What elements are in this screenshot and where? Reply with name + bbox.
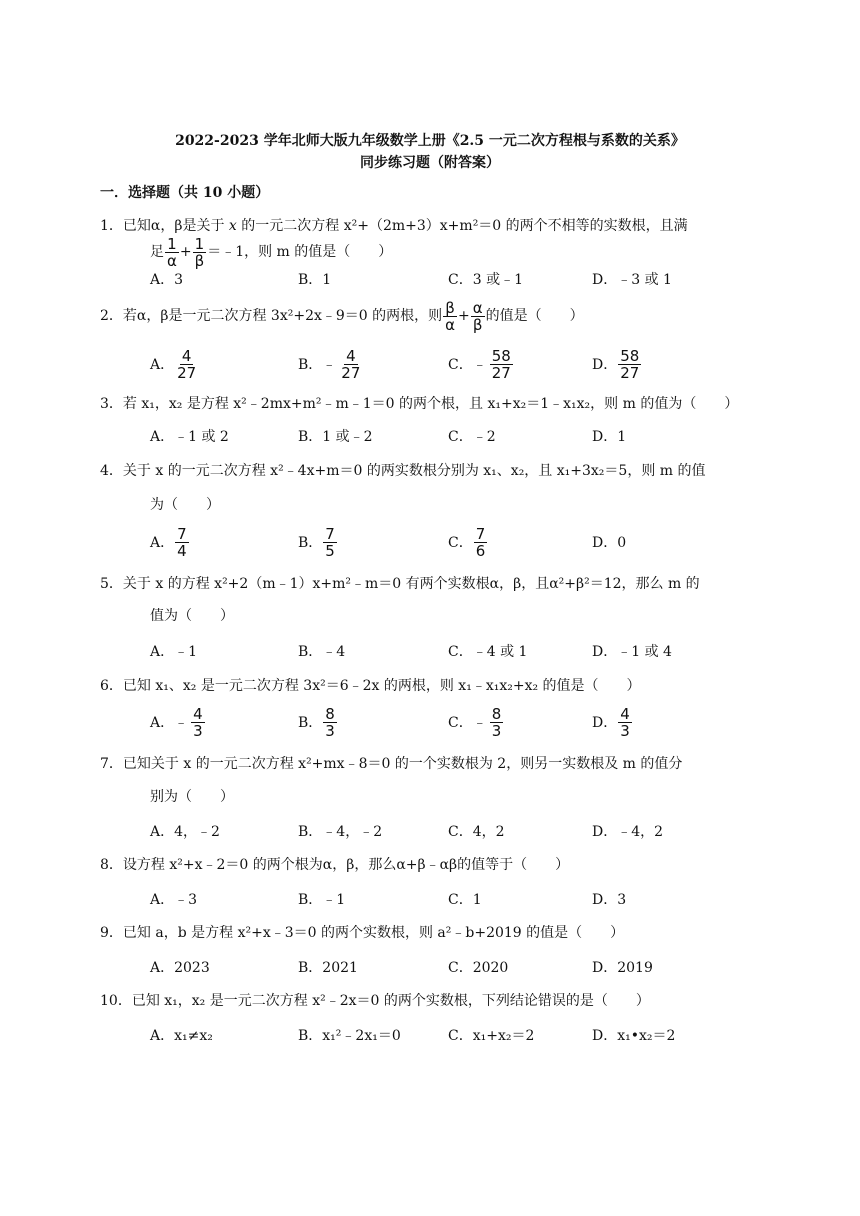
fraction-denominator: 3 [491,721,502,740]
doc-title-line2: 同步练习题（附答案） [360,155,500,171]
option-c[interactable]: C．4，2 [448,824,505,840]
option-d[interactable]: D．x₁•x₂＝2 [592,1028,676,1044]
option-d[interactable]: D．2019 [592,960,653,976]
fraction [618,706,632,739]
option-c[interactable]: C．2020 [448,960,509,976]
option-d[interactable]: D．0 [592,535,627,551]
question-1 [100,216,760,236]
fraction-denominator: α [167,251,177,270]
question-number: 2． [100,308,123,324]
option-b[interactable]: B．﹣4 [298,644,346,660]
fraction-numerator: α [472,298,483,317]
plus-sign: + [458,308,470,324]
section-heading: 一．选择题（共 10 小题） [100,185,270,201]
option-label: C． [448,535,473,551]
fraction [490,706,504,739]
fraction-numerator: 4 [193,704,203,723]
option-b[interactable]: B．2021 [298,960,358,976]
option-label: D． [592,357,618,373]
fraction [474,526,488,559]
question-10 [100,991,760,1011]
fraction-denominator: 27 [177,363,197,382]
question-6 [100,676,760,696]
option-b[interactable] [298,704,338,740]
question-number: 9． [100,925,123,941]
question-4-continuation: 为（ ） [150,497,220,513]
question-number: 4． [100,463,123,479]
option-c[interactable]: C．3 或﹣1 [448,272,523,288]
option-label: B． [298,715,323,731]
fraction-denominator: 6 [475,541,486,560]
minus-sign: ﹣ [472,715,487,731]
fraction [323,526,337,559]
fraction-numerator: 8 [491,704,502,723]
question-text: 已知 x₁，x₂ 是一元二次方程 x²﹣2x＝0 的两个实数根，下列结论错误的是（ ） [131,993,650,1009]
option-label: B． [298,357,323,373]
option-d[interactable]: D．1 [592,429,627,445]
fraction-numerator: 58 [491,346,511,365]
question-text: 已知关于 x 的一元二次方程 x²+mx﹣8＝0 的一个实数根为 2，则另一实数根及 m 的值分 [122,756,683,772]
option-a[interactable]: A．x₁≠x₂ [150,1028,213,1044]
option-d[interactable] [592,346,642,382]
option-a[interactable] [150,346,199,382]
option-label: C． [448,357,473,373]
option-c[interactable] [448,704,504,740]
fraction [323,706,337,739]
option-b[interactable]: B．﹣4，﹣2 [298,824,383,840]
option-c[interactable]: C．x₁+x₂＝2 [448,1028,535,1044]
option-d[interactable] [592,704,633,740]
fraction-numerator: 1 [194,234,205,253]
fraction [490,348,513,381]
question-text: 的值是（ ） [485,308,584,324]
option-a[interactable]: A．4，﹣2 [150,824,220,840]
fraction-denominator: β [194,251,205,270]
fraction [175,526,189,559]
fraction-numerator: 4 [620,704,630,723]
option-b[interactable]: B．1 [298,272,332,288]
question-text: 若 x₁，x₂ 是方程 x²﹣2mx+m²﹣m﹣1＝0 的两个根，且 x₁+x₂＝1﹣x₁x₂，则 m 的值为（ ） [122,396,739,412]
fraction-numerator: 7 [325,524,335,543]
question-10-options [150,1020,760,1050]
question-6-options [150,704,760,740]
option-a[interactable] [150,704,206,740]
fraction-numerator: 1 [167,234,177,253]
option-b[interactable] [298,346,363,382]
question-7-continuation: 别为（ ） [150,789,234,805]
option-label: B． [298,535,323,551]
option-a[interactable]: A．2023 [150,960,210,976]
option-d[interactable]: D．﹣4，2 [592,824,664,840]
question-text: 已知 a，b 是方程 x²+x﹣3＝0 的两个实数根，则 a²﹣b+2019 的值是（ ） [122,925,625,941]
question-2-options [150,346,760,382]
fraction-numerator: 7 [177,524,187,543]
question-4-options [150,524,760,560]
fraction-numerator: β [445,298,455,317]
option-a[interactable]: A．﹣1 [150,644,198,660]
question-number: 1． [100,218,123,234]
question-number: 10． [100,993,132,1009]
option-label: A． [150,357,175,373]
option-label: A． [150,715,175,731]
fraction-denominator: 27 [341,363,361,382]
fraction-denominator: α [445,315,456,334]
question-text: ＝﹣1，则 m 的值是（ ） [207,244,393,260]
fraction-denominator: 3 [325,721,335,740]
fraction-denominator: 3 [193,721,203,740]
question-7 [100,754,760,774]
question-9 [100,923,760,943]
fraction [443,300,457,333]
question-number: 5． [100,576,123,592]
minus-sign: ﹣ [472,357,487,373]
option-b[interactable]: B．﹣1 [298,892,346,908]
question-text: 已知α，β是关于 [122,218,229,234]
fraction-denominator: β [472,315,483,334]
question-text: 关于 x 的方程 x²+2（m﹣1）x+m²﹣m＝0 有两个实数根α，β，且α²+β²＝12，那么 m 的 [122,576,700,592]
question-9-options [150,952,760,982]
question-text: 关于 x 的一元二次方程 x²﹣4x+m＝0 的两实数根分别为 x₁、x₂，且 x₁+3x₂＝5，则 m 的值 [122,463,706,479]
fraction-numerator: 4 [346,346,356,365]
fraction-denominator: 27 [620,363,640,382]
option-a[interactable]: A．3 [150,272,184,288]
question-4 [100,461,760,481]
option-d[interactable]: D．﹣3 或 1 [592,272,672,288]
option-b[interactable]: B．1 或﹣2 [298,429,373,445]
fraction [339,348,362,381]
option-d[interactable]: D．﹣1 或 4 [592,644,672,660]
question-number: 8． [100,857,123,873]
option-d[interactable]: D．3 [592,892,627,908]
fraction-numerator: 7 [475,524,486,543]
fraction-numerator: 8 [325,704,335,723]
question-5-continuation: 值为（ ） [150,608,234,624]
fraction [618,348,641,381]
question-text: 设方程 x²+x﹣2＝0 的两个根为α，β，那么α+β﹣αβ的值等于（ ） [122,857,570,873]
option-a[interactable]: A．﹣3 [150,892,198,908]
question-2 [100,298,760,334]
option-c[interactable]: C．1 [448,892,482,908]
option-label: C． [448,715,473,731]
question-5-options [150,636,760,666]
question-text: 若α，β是一元二次方程 3x²+2x﹣9＝0 的两根，则 [122,308,443,324]
fraction-denominator: 27 [491,363,511,382]
option-label: A． [150,535,175,551]
question-3 [100,394,760,414]
fraction-denominator: 4 [177,541,187,560]
option-c[interactable]: C．﹣4 或 1 [448,644,528,660]
minus-sign: ﹣ [322,357,337,373]
option-b[interactable] [298,524,338,560]
plus-sign: + [179,244,192,260]
question-number: 6． [100,678,123,694]
fraction-numerator: 4 [181,346,192,365]
option-c[interactable] [448,524,488,560]
fraction [191,706,205,739]
fraction-denominator: 3 [620,721,630,740]
option-b[interactable]: B．x₁²﹣2x₁＝0 [298,1028,401,1044]
question-8-options [150,884,760,914]
question-8 [100,855,760,875]
minus-sign: ﹣ [174,715,189,731]
question-number: 7． [100,756,123,772]
question-number: 3． [100,396,123,412]
question-1-options [150,264,760,294]
question-3-options [150,421,760,451]
question-var: x [228,218,237,234]
doc-title-line1: 2022-2023 学年北师大版九年级数学上册《2.5 一元二次方程根与系数的关系》 [175,133,685,149]
question-text: 足 [150,244,164,260]
fraction [471,300,485,333]
option-c[interactable]: C．﹣2 [448,429,496,445]
option-label: D． [592,715,618,731]
fraction [175,348,198,381]
question-text: 已知 x₁、x₂ 是一元二次方程 3x²＝6﹣2x 的两根，则 x₁﹣x₁x₂+x₂ 的值是（ ） [122,678,641,694]
fraction-numerator: 58 [620,346,640,365]
option-a[interactable] [150,524,190,560]
option-a[interactable]: A．﹣1 或 2 [150,429,229,445]
question-7-options [150,816,760,846]
fraction-denominator: 5 [325,541,335,560]
question-text: 的一元二次方程 x²+（2m+3）x+m²＝0 的两个不相等的实数根，且满 [236,218,688,234]
question-5 [100,574,760,594]
option-c[interactable] [448,346,514,382]
